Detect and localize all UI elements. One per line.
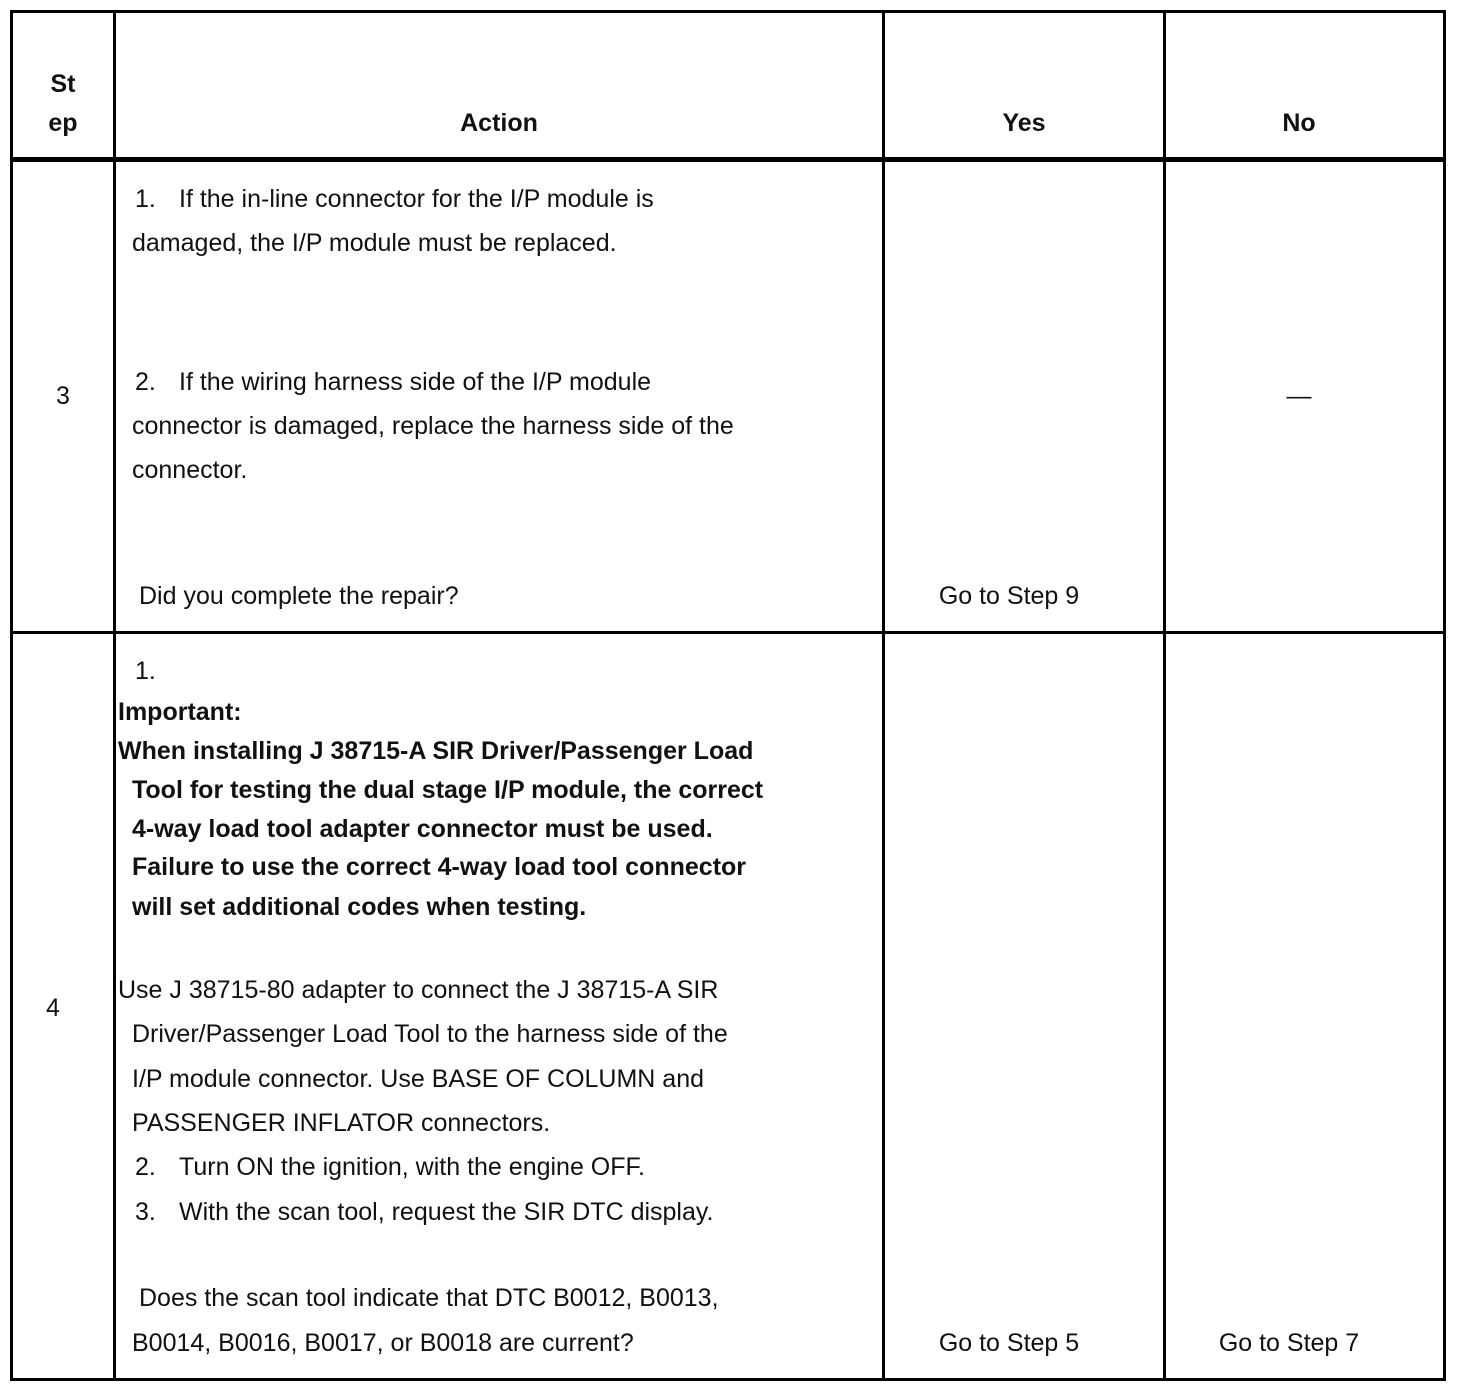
- list-number: 3.: [135, 1198, 156, 1226]
- step-number: 3: [56, 382, 70, 410]
- important-text: When installing J 38715-A SIR Driver/Passenger Load: [118, 737, 754, 765]
- no-result: Go to Step 7: [1218, 1329, 1360, 1357]
- action-text: With the scan tool, request the SIR DTC display.: [179, 1198, 714, 1226]
- action-text: PASSENGER INFLATOR connectors.: [132, 1109, 551, 1137]
- important-text: Failure to use the correct 4-way load tool connector: [132, 853, 747, 881]
- action-text: If the in-line connector for the I/P module is: [179, 185, 654, 213]
- action-text: If the wiring harness side of the I/P module: [179, 368, 652, 396]
- header-step-line2: ep: [48, 109, 78, 137]
- action-question: Does the scan tool indicate that DTC B0012, B0013,: [139, 1284, 719, 1312]
- header-step-line1: St: [50, 70, 76, 98]
- header-divider: [13, 157, 1443, 162]
- action-text: connector is damaged, replace the harness side of the: [132, 412, 734, 440]
- important-text: will set additional codes when testing.: [132, 893, 587, 921]
- action-text: Driver/Passenger Load Tool to the harness side of the: [132, 1020, 728, 1048]
- list-number: 2.: [135, 1153, 156, 1181]
- action-text: I/P module connector. Use BASE OF COLUMN and: [132, 1065, 705, 1093]
- yes-result: Go to Step 9: [938, 582, 1080, 610]
- row-divider: [13, 631, 1443, 634]
- header-action: Action: [460, 109, 538, 137]
- list-number: 1.: [135, 657, 156, 685]
- list-number: 2.: [135, 368, 156, 396]
- no-result: —: [1286, 382, 1312, 410]
- step-number: 4: [46, 994, 60, 1022]
- yes-result: Go to Step 5: [938, 1329, 1080, 1357]
- column-divider: [882, 13, 885, 1378]
- important-label: Important:: [118, 698, 242, 726]
- column-divider: [1163, 13, 1166, 1378]
- list-number: 1.: [135, 185, 156, 213]
- action-text: Use J 38715-80 adapter to connect the J 38715-A SIR: [118, 976, 719, 1004]
- action-question: Did you complete the repair?: [139, 582, 459, 610]
- important-text: Tool for testing the dual stage I/P module, the correct: [132, 776, 764, 804]
- header-no: No: [1282, 109, 1316, 137]
- action-text: Turn ON the ignition, with the engine OFF.: [179, 1153, 645, 1181]
- column-divider: [113, 13, 116, 1378]
- action-text: damaged, the I/P module must be replaced.: [132, 229, 617, 257]
- action-text: connector.: [132, 456, 248, 484]
- header-yes: Yes: [1002, 109, 1046, 137]
- important-text: 4-way load tool adapter connector must be used.: [132, 815, 713, 843]
- action-question: B0014, B0016, B0017, or B0018 are current?: [132, 1329, 634, 1357]
